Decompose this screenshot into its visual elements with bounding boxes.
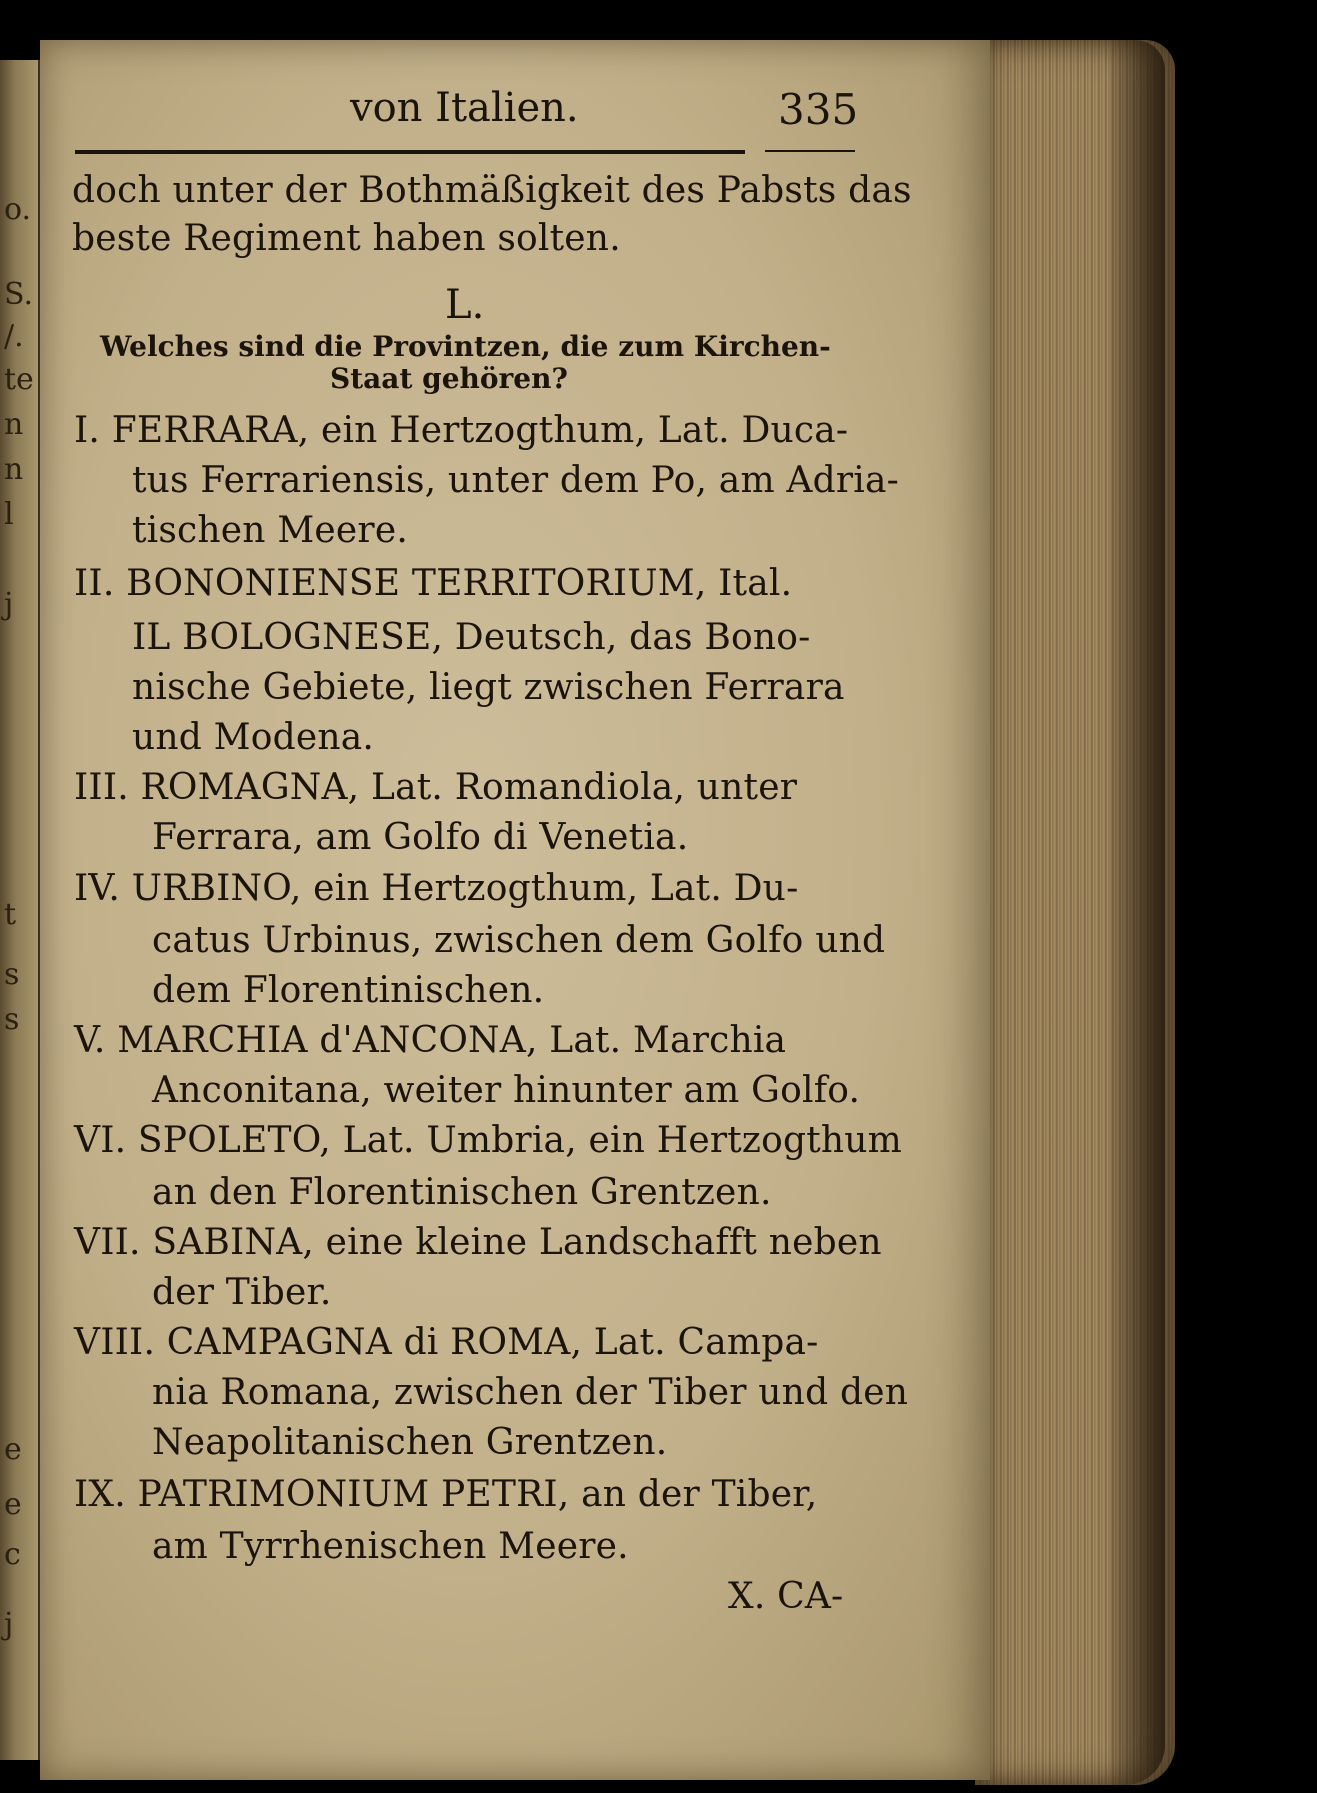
entry-line: IX. PATRIMONIUM PETRI, an der Tiber, (74, 1474, 818, 1515)
entry-line: dem Florentinischen. (152, 970, 545, 1011)
entry-line: und Modena. (132, 717, 375, 758)
previous-page-sliver (0, 60, 40, 1760)
sliver-mark: te (4, 362, 34, 397)
entry-line: tus Ferrariensis, unter dem Po, am Adria- (132, 460, 900, 501)
sliver-mark: n (4, 407, 24, 442)
entry-line: an den Florentinischen Grentzen. (152, 1172, 772, 1213)
sliver-mark: j (4, 1607, 14, 1642)
header-rule (75, 150, 745, 154)
entry-line: Neapolitanischen Grentzen. (152, 1422, 668, 1463)
sliver-mark: /. (4, 319, 24, 354)
intro-line: beste Regiment haben solten. (72, 218, 621, 259)
header-rule-short (765, 150, 855, 152)
entry-line: am Tyrrhenischen Meere. (152, 1526, 629, 1567)
entry-line: der Tiber. (152, 1272, 332, 1313)
entry-line: VIII. CAMPAGNA di ROMA, Lat. Campa- (74, 1322, 819, 1363)
page-number: 335 (778, 85, 859, 134)
book-page (40, 40, 990, 1780)
entry-line: VII. SABINA, eine kleine Landschafft neben (74, 1222, 882, 1263)
sliver-mark: o. (4, 192, 32, 227)
entry-line: I. FERRARA, ein Hertzogthum, Lat. Duca- (74, 410, 849, 451)
entry-line: nia Romana, zwischen der Tiber und den (152, 1372, 909, 1413)
entry-line: IV. URBINO, ein Hertzogthum, Lat. Du- (74, 868, 799, 909)
question-line: Staat gehören? (330, 362, 568, 395)
question-line: Welches sind die Provintzen, die zum Kirchen- (100, 330, 831, 363)
section-numeral: L. (445, 282, 485, 328)
sliver-mark: S. (4, 277, 34, 312)
book-fore-edge-shadow (1110, 40, 1165, 1785)
catchword: X. CA- (728, 1576, 844, 1617)
sliver-mark: n (4, 452, 24, 487)
sliver-mark: j (4, 587, 14, 622)
sliver-mark: s (4, 1002, 20, 1037)
entry-line: catus Urbinus, zwischen dem Golfo und (152, 920, 886, 961)
sliver-mark: e (4, 1432, 22, 1467)
intro-line: doch unter der Bothmäßigkeit des Pabsts das (72, 170, 912, 211)
sliver-mark: s (4, 957, 20, 992)
sliver-mark: e (4, 1487, 22, 1522)
entry-line: II. BONONIENSE TERRITORIUM, Ital. (74, 563, 793, 604)
entry-line: tischen Meere. (132, 510, 408, 551)
entry-line: Anconitana, weiter hinunter am Golfo. (152, 1070, 861, 1111)
sliver-mark: c (4, 1537, 21, 1572)
entry-line: Ferrara, am Golfo di Venetia. (152, 817, 689, 858)
sliver-mark: t (4, 897, 17, 932)
entry-line: V. MARCHIA d'ANCONA, Lat. Marchia (74, 1020, 787, 1061)
running-header: von Italien. (350, 85, 579, 131)
entry-line: IL BOLOGNESE, Deutsch, das Bono- (132, 617, 811, 658)
entry-line: nische Gebiete, liegt zwischen Ferrara (132, 667, 845, 708)
entry-line: III. ROMAGNA, Lat. Romandiola, unter (74, 767, 798, 808)
entry-line: VI. SPOLETO, Lat. Umbria, ein Hertzogthum (74, 1120, 902, 1161)
sliver-mark: l (4, 497, 14, 532)
